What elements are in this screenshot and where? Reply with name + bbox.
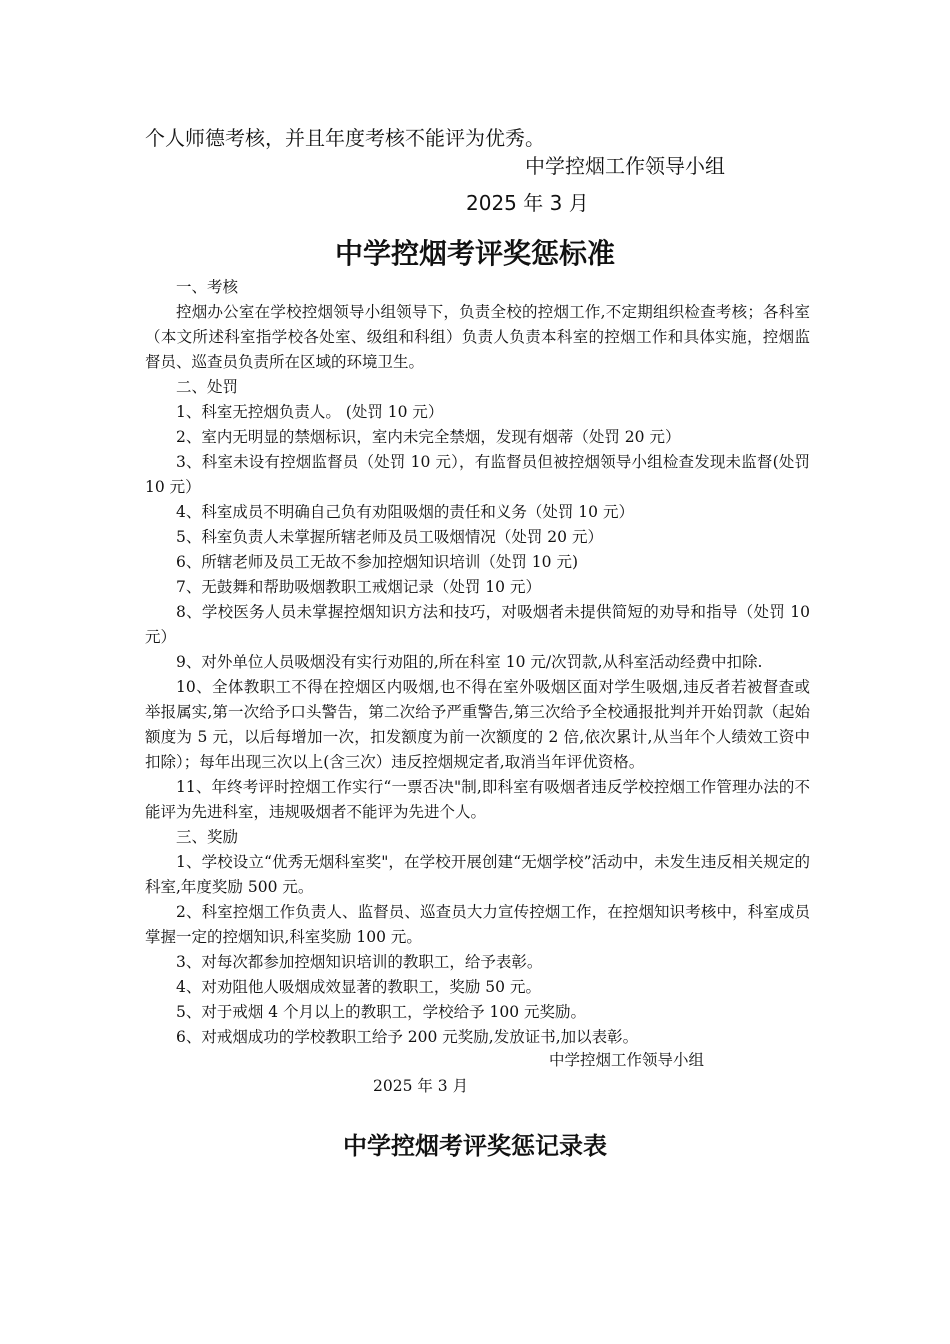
paragraph: 7、无鼓舞和帮助吸烟教职工戒烟记录（处罚 10 元） (176, 578, 541, 596)
paragraph: 2、室内无明显的禁烟标识，室内未完全禁烟，发现有烟蒂（处罚 20 元） (176, 428, 681, 446)
signature-top: 中学控烟工作领导小组 (525, 154, 725, 178)
paragraph: 控烟办公室在学校控烟领导小组领导下，负责全校的控烟工作,不定期组织检查考核；各科室（本文所述科室指学校各处室、级组和科组）负责人负责本科室的控烟工作和具体实施，控烟监督员、巡查员负责所在区域的环境卫生。 (145, 303, 810, 371)
paragraph: 11、年终考评时控烟工作实行“一票否决"制,即科室有吸烟者违反学校控烟工作管理办法的不能评为先进科室，违规吸烟者不能评为先进个人。 (145, 778, 810, 821)
paragraph: 1、学校设立“优秀无烟科室奖"，在学校开展创建“无烟学校”活动中，未发生违反相关规定的科室,年度奖励 500 元。 (145, 853, 810, 896)
signature-bottom: 中学控烟工作领导小组 (549, 1051, 705, 1069)
paragraph: 二、处罚 (176, 378, 239, 396)
paragraph: 三、奖励 (176, 828, 239, 846)
paragraph: 一、考核 (176, 278, 239, 296)
paragraph: 6、对戒烟成功的学校教职工给予 200 元奖励,发放证书,加以表彰。 (176, 1028, 639, 1046)
paragraph: 10、全体教职工不得在控烟区内吸烟,也不得在室外吸烟区面对学生吸烟,违反者若被督查或举报属实,第一次给予口头警告，第二次给予严重警告,第三次给予全校通报批判并开始罚款（起始额度为 5 元，以后每增加一次，扣发额度为前一次额度的 2 倍,依次累计,从当年个人绩效工资中扣除）；每年出现三次以上(含三次）违反控烟规定者,取消当年评优资格。 (145, 678, 810, 771)
paragraph: 1、科室无控烟负责人。 (处罚 10 元） (176, 403, 444, 421)
document-title: 中学控烟考评奖惩标准 (334, 237, 615, 270)
paragraph: 9、对外单位人员吸烟没有实行劝阻的,所在科室 10 元/次罚款,从科室活动经费中扣除. (176, 653, 763, 671)
paragraph: 3、对每次都参加控烟知识培训的教职工，给予表彰。 (176, 953, 543, 971)
paragraph: 8、学校医务人员未掌握控烟知识方法和技巧，对吸烟者未提供简短的劝导和指导（处罚 10 元） (145, 603, 810, 646)
continued-text-line: 个人师德考核，并且年度考核不能评为优秀。 (145, 126, 545, 150)
paragraph: 6、所辖老师及员工无故不参加控烟知识培训（处罚 10 元) (176, 553, 578, 571)
paragraph: 5、科室负责人未掌握所辖老师及员工吸烟情况（处罚 20 元） (176, 528, 603, 546)
document-body (145, 275, 810, 1050)
paragraph: 4、科室成员不明确自己负有劝阻吸烟的责任和义务（处罚 10 元） (176, 503, 634, 521)
date-top: 2025 年 3 月 (466, 191, 589, 215)
paragraph: 4、对劝阻他人吸烟成效显著的教职工，奖励 50 元。 (176, 978, 541, 996)
date-bottom: 2025 年 3 月 (373, 1077, 469, 1095)
paragraph: 5、对于戒烟 4 个月以上的教职工，学校给予 100 元奖励。 (176, 1003, 587, 1021)
paragraph: 2、科室控烟工作负责人、监督员、巡查员大力宣传控烟工作，在控烟知识考核中，科室成员掌握一定的控烟知识,科室奖励 100 元。 (145, 903, 810, 946)
record-table-title: 中学控烟考评奖惩记录表 (343, 1131, 607, 1160)
paragraph: 3、科室未设有控烟监督员（处罚 10 元），有监督员但被控烟领导小组检查发现未监督(处罚 10 元） (145, 453, 810, 496)
